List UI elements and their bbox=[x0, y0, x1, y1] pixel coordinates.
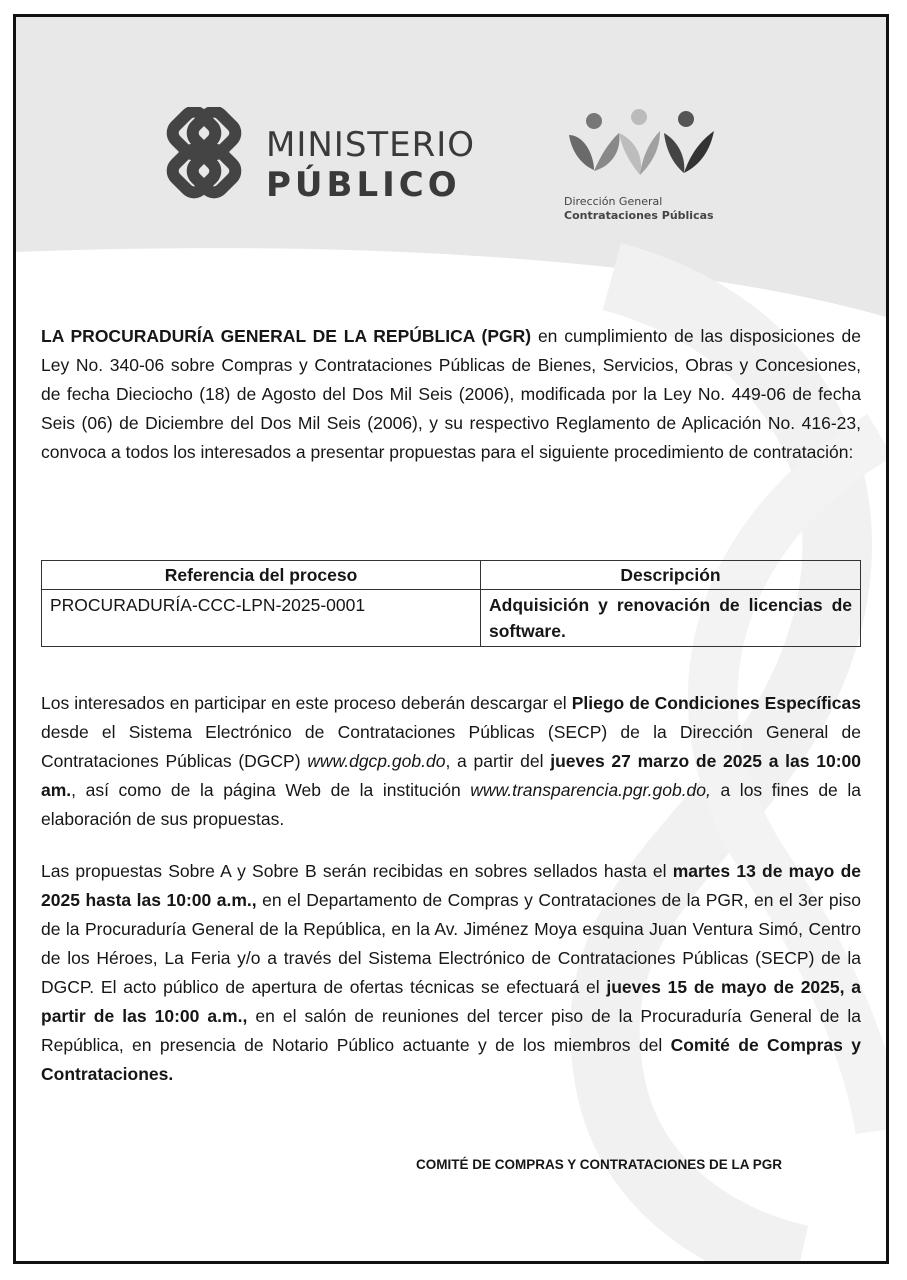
intro-paragraph bbox=[41, 322, 861, 467]
p3-text-1: Las propuestas Sobre A y Sobre B serán recibidas en sobres sellados hasta el bbox=[41, 861, 673, 881]
logo-dgcp-line2: Contrataciones Públicas bbox=[564, 209, 714, 222]
dgcp-logo bbox=[564, 105, 764, 235]
p3-text-3: en el salón de reuniones del tercer piso de la Procuraduría General de la República, en presencia de Notario Público actuante y de los miembros del bbox=[41, 1006, 861, 1055]
intro-text: en cumplimiento de las disposiciones de Ley No. 340-06 sobre Compras y Contrataciones Públicas de Bienes, Servicios, Obras y Concesiones, de fecha Dieciocho (18) de Agosto del Dos Mil Seis (2006), modificada por la Ley No. 449-06 de fecha Seis (06) de Diciembre del Dos Mil Seis (2006), y su respectivo Reglamento de Aplicación No. 416-23, convoca a todos los interesados a presentar propuestas para el siguiente procedimiento de contratación: bbox=[41, 326, 861, 462]
p2-text-2: desde el Sistema Electrónico de Contrataciones Públicas (SECP) de la Dirección General de Contrataciones Públicas (DGCP) bbox=[41, 722, 861, 771]
signature-line: COMITÉ DE COMPRAS Y CONTRATACIONES DE LA PGR bbox=[416, 1157, 783, 1172]
p3-text-2: en el Departamento de Compras y Contrataciones de la PGR, en el 3er piso de la Procuraduría General de la República, en la Av. Jiménez Moya esquina Juan Ventura Simó, Centro de los Héroes, La Feria y/o a través del Sistema Electrónico de Contrataciones Públicas (SECP) de la DGCP. El acto público de apertura de ofertas técnicas se efectuará el bbox=[41, 890, 861, 997]
p3-bold-3: Comité de Compras y Contrataciones. bbox=[41, 1035, 861, 1084]
proposals-paragraph bbox=[41, 857, 861, 1089]
ministerio-publico-emblem-icon bbox=[156, 107, 252, 203]
process-table bbox=[41, 560, 861, 647]
p2-text-5: a los fines de la elaboración de sus propuestas. bbox=[41, 780, 861, 829]
p2-text-4: , así como de la página Web de la institución bbox=[71, 780, 471, 800]
p2-text-3: , a partir del bbox=[445, 751, 551, 771]
logo-dgcp-line1: Dirección General bbox=[564, 195, 663, 208]
p2-text-1: Los interesados en participar en este proceso deberán descargar el bbox=[41, 693, 572, 713]
p2-bold-1: Pliego de Condiciones Específicas bbox=[571, 693, 861, 713]
p3-bold-2: jueves 15 de mayo de 2025, a partir de las 10:00 a.m., bbox=[41, 977, 861, 1026]
logo-mp-line2: PÚBLICO bbox=[266, 165, 461, 205]
ministerio-publico-logo bbox=[156, 95, 476, 215]
dgcp-people-icon bbox=[564, 105, 724, 185]
download-paragraph bbox=[41, 689, 861, 834]
dgcp-url: www.dgcp.gob.do bbox=[307, 751, 446, 771]
process-description-cell: Adquisición y renovación de licencias de software. bbox=[481, 590, 861, 647]
p2-bold-2: jueves 27 marzo de 2025 a las 10:00 am. bbox=[41, 751, 862, 800]
table-header-row bbox=[42, 561, 861, 590]
logo-mp-line1: MINISTERIO bbox=[266, 125, 476, 165]
p3-bold-1: martes 13 de mayo de 2025 hasta las 10:00 a.m., bbox=[41, 861, 861, 910]
table-row bbox=[42, 590, 861, 647]
transparencia-url: www.transparencia.pgr.gob.do, bbox=[470, 780, 711, 800]
intro-entity: LA PROCURADURÍA GENERAL DE LA REPÚBLICA (PGR) bbox=[41, 326, 532, 346]
process-reference-cell: PROCURADURÍA-CCC-LPN-2025-0001 bbox=[42, 590, 481, 647]
document-page bbox=[13, 14, 889, 1264]
table-header-description: Descripción bbox=[481, 561, 861, 590]
table-header-reference: Referencia del proceso bbox=[42, 561, 481, 590]
